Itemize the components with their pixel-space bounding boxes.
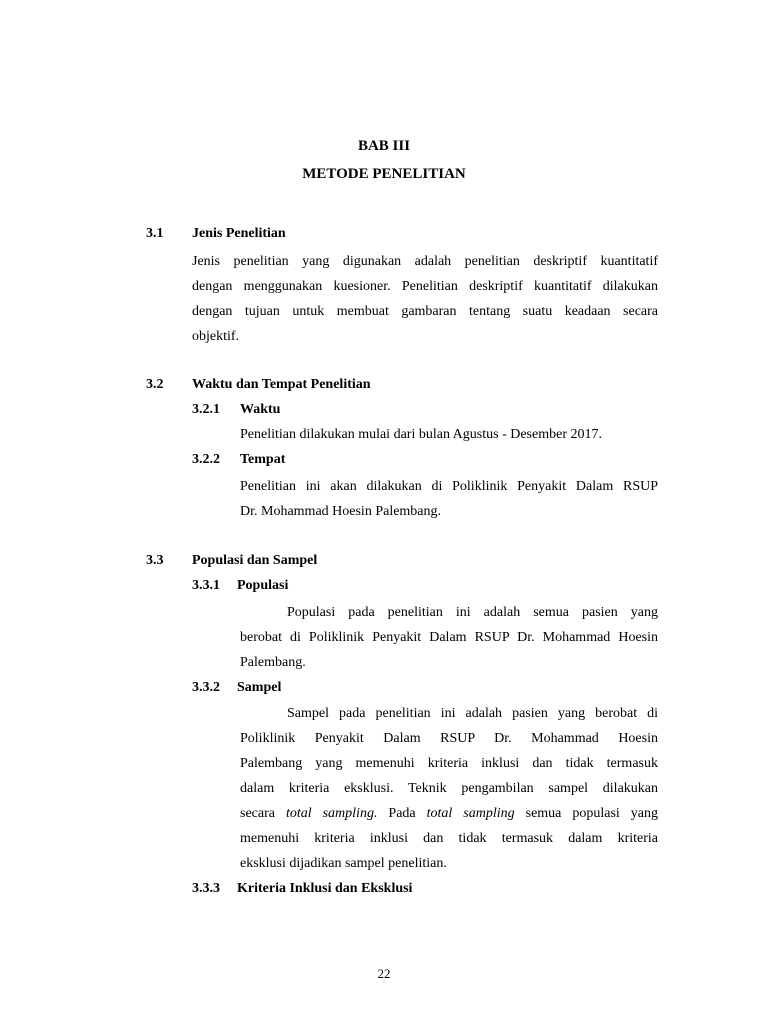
paragraph-line: dengan tujuan untuk membuat gambaran tentang suatu keadaan secara [192,304,658,319]
subsection-3-2-2-paragraph [240,474,658,524]
subsection-3-3-2-paragraph [240,701,658,876]
paragraph-line: Jenis penelitian yang digunakan adalah penelitian deskriptif kuantitatif [192,254,658,269]
chapter-title: METODE PENELITIAN [302,166,466,182]
paragraph-line: Poliklinik Penyakit Dalam RSUP Dr. Mohammad Hoesin [240,731,658,746]
subsection-title-3-3-3: Kriteria Inklusi dan Eksklusi [237,881,413,896]
section-title-3-3: Populasi dan Sampel [192,553,318,568]
italic-term: total sampling [426,806,515,821]
page-number: 22 [377,966,391,981]
paragraph-line-mixed [240,801,658,826]
subsection-title-3-2-1: Waktu [240,402,281,417]
paragraph-line: eksklusi dijadikan sampel penelitian. [240,856,447,871]
section-number-3-2: 3.2 [146,377,164,392]
paragraph-line: Dr. Mohammad Hoesin Palembang. [240,504,442,519]
subsection-number-3-3-3: 3.3.3 [192,881,220,896]
subsection-title-3-2-2: Tempat [240,452,286,467]
paragraph-line: objektif. [192,329,240,344]
paragraph-line: Palembang yang memenuhi kriteria inklusi dan tidak termasuk [240,756,658,771]
subsection-number-3-3-1: 3.3.1 [192,578,220,593]
subsection-number-3-3-2: 3.3.2 [192,680,220,695]
subsection-number-3-2-2: 3.2.2 [192,452,220,467]
paragraph-line: Sampel pada penelitian ini adalah pasien yang berobat di [287,706,658,721]
subsection-3-3-1-paragraph [240,600,658,675]
paragraph-line: Penelitian ini akan dilakukan di Poliklinik Penyakit Dalam RSUP [240,479,658,494]
section-number-3-3: 3.3 [146,553,164,568]
subsection-3-2-1-text: Penelitian dilakukan mulai dari bulan Agustus - Desember 2017. [240,427,602,442]
paragraph-line: memenuhi kriteria inklusi dan tidak termasuk dalam kriteria [240,831,658,846]
italic-term: total sampling. [285,806,378,821]
text-run: secara [240,806,286,821]
paragraph-line: dengan menggunakan kuesioner. Penelitian deskriptif kuantitatif dilakukan [192,279,658,294]
paragraph-line: dalam kriteria eksklusi. Teknik pengambilan sampel dilakukan [240,781,658,796]
text-run: Pada [377,806,427,821]
subsection-title-3-3-1: Populasi [237,578,289,593]
chapter-number: BAB III [357,138,411,154]
paragraph-line: Palembang. [240,655,306,670]
paragraph-line: berobat di Poliklinik Penyakit Dalam RSUP Dr. Mohammad Hoesin [240,630,658,645]
section-number-3-1: 3.1 [146,226,164,241]
section-title-3-1: Jenis Penelitian [192,226,286,241]
section-3-1-paragraph [192,249,658,349]
section-title-3-2: Waktu dan Tempat Penelitian [192,377,371,392]
subsection-number-3-2-1: 3.2.1 [192,402,220,417]
text-run: semua populasi yang [514,806,659,821]
paragraph-line: Populasi pada penelitian ini adalah semua pasien yang [287,605,658,620]
subsection-title-3-3-2: Sampel [237,680,282,695]
